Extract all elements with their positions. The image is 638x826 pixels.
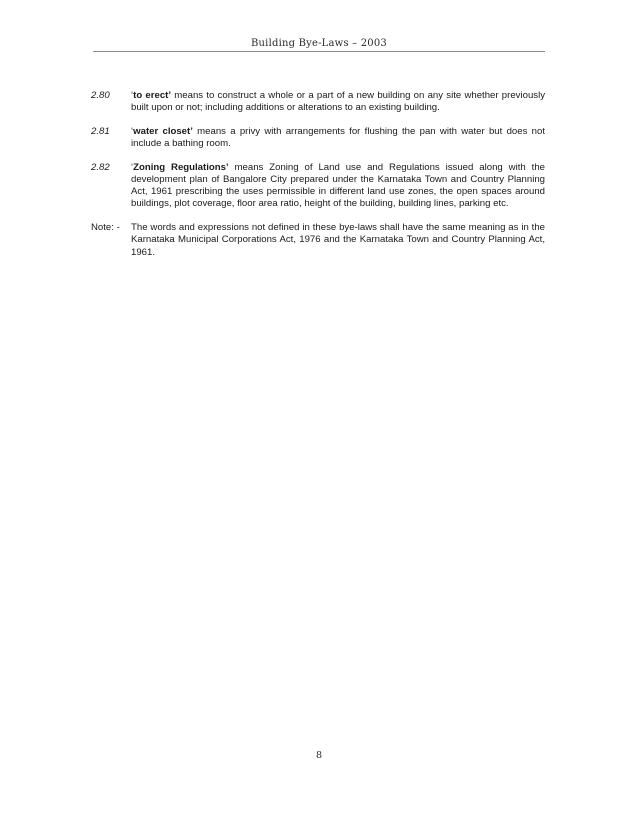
definition-description: means Zoning of Land use and Regulations issued along with the development plan of Bangalore City prepared under the Karnataka Town and Country Planning Act, 1961 prescribing the uses permissible in different land use zones, the open spaces around buildings, plot coverage, floor area ratio, height of the building, building lines, parking etc. [131,161,545,210]
definition-number: 2.80 [91,90,110,101]
defined-term: to erect’ [133,90,172,101]
definition-entry [91,126,545,150]
page-number: 8 [315,750,323,761]
defined-term: water closet’ [133,125,193,137]
note-block [91,222,545,259]
document-body [91,90,545,259]
definition-text [131,126,545,150]
definition-text [131,90,545,114]
open-quote: ‘ [131,90,134,101]
note-label: Note: - [91,222,120,234]
definition-text [131,162,545,211]
definition-description: means to construct a whole or a part of a new building on any site whether previously built upon or not; including additions or alterations to an existing building. [131,90,546,114]
definition-number: 2.81 [91,125,110,137]
definition-entry [91,162,545,211]
open-quote: ‘ [131,125,134,137]
page-header-title: Building Bye-Laws – 2003 [250,38,387,49]
open-quote: ‘ [131,161,134,173]
note-text: The words and expressions not defined in these bye-laws shall have the same meaning as in the Karnataka Municipal Corporations Act, 1976 and the Karnataka Town and Country Planning Act, 1961. [131,222,545,258]
definition-number: 2.82 [91,161,110,173]
definition-description: means a privy with arrangements for flushing the pan with water but does not include a bathing room. [131,125,545,150]
definition-entry [91,90,545,114]
header-divider [93,51,545,52]
defined-term: Zoning Regulations’ [133,161,229,173]
